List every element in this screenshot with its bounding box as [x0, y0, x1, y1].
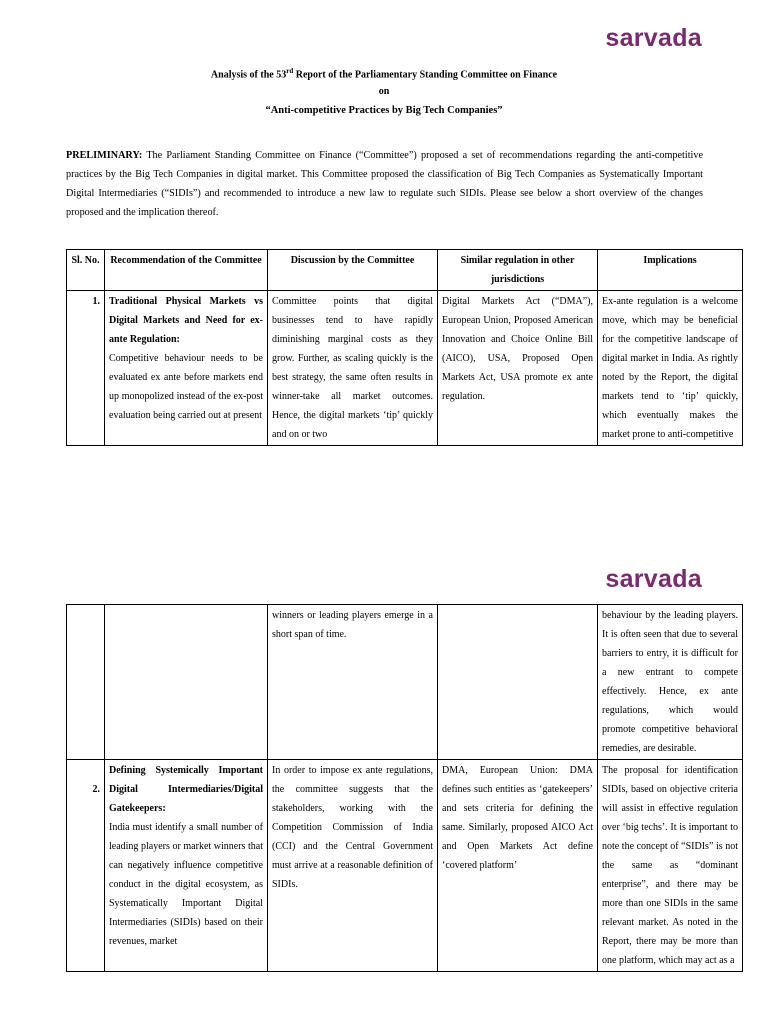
similar-cell [438, 605, 598, 760]
discussion-cell: Committee points that digital businesses tend to have rapidly diminishing marginal costs as they grow. Further, as scaling quickly is the best strategy, the same often results in winner-take all market outcomes. Hence, the digital markets ‘tip’ quickly and on or two [268, 291, 438, 446]
recommendation-cell [105, 605, 268, 760]
preliminary-text: The Parliament Standing Committee on Finance (“Committee”) proposed a set of recommendations regarding the anti-competitive practices by the Big Tech Companies in digital market. This Committee proposed the classification of Big Tech Companies as Systematically Important Digital Intermediaries (“SIDIs”) and recommended to introduce a new law to regulate such SIDIs. Please see below a short overview of the changes proposed and the implication thereof. [66, 150, 703, 218]
recommendations-table-continued [66, 604, 743, 972]
row-number [67, 605, 105, 760]
doc-title-line3: “Anti-competitive Practices by Big Tech Companies” [265, 105, 503, 116]
implications-cell: behaviour by the leading players. It is often seen that due to several barriers to entry, it is difficult for a new entrant to compete effectively. Hence, ex ante regulations, which would promote competitive behavioral remedies, are desirable. [598, 605, 743, 760]
header-sl: Sl. No. [67, 250, 105, 291]
header-similar: Similar regulation in other jurisdictions [438, 250, 598, 291]
preliminary-paragraph [66, 146, 703, 222]
similar-cell: Digital Markets Act (“DMA”), European Union, Proposed American Innovation and Choice Online Bill (AICO), USA, Proposed Open Markets Act, USA promote ex ante regulation. [438, 291, 598, 446]
header-discussion: Discussion by the Committee [268, 250, 438, 291]
discussion-cell: In order to impose ex ante regulations, the committee suggests that the stakeholders, working with the Competition Commission of India (CCI) and the Central Government must arrive at a reasonable definition of SIDIs. [268, 760, 438, 972]
implications-cell: The proposal for identification SIDIs, based on objective criteria will assist in effective regulation over ‘big techs’. It is important to note the concept of “SIDIs” is not the same as “dominant enterprise”, and there may be more than one SIDIs in the same relevant market. As noted in the Report, there may be more than one platform, which may act as a [598, 760, 743, 972]
row-number: 2. [67, 760, 105, 972]
table-row [67, 605, 743, 760]
table-row [67, 760, 743, 972]
recommendation-text: Competitive behaviour needs to be evaluated ex ante before markets end up monopolized instead of the ex-post evaluation being carried out at present [109, 353, 263, 421]
header-recommendation: Recommendation of the Committee [105, 250, 268, 291]
recommendation-title: Defining Systemically Important Digital Intermediaries/Digital Gatekeepers: [109, 765, 263, 814]
implications-cell: Ex-ante regulation is a welcome move, which may be beneficial for the competitive landscape of digital market in India. As rightly noted by the Report, the digital markets tend to ‘tip’ quickly, which eventually makes the market prone to anti-competitive [598, 291, 743, 446]
doc-title-line2: on [378, 86, 390, 97]
table-header-row [67, 250, 743, 291]
recommendation-cell [105, 760, 268, 972]
table-row [67, 291, 743, 446]
brand-logo: sarvada [605, 24, 702, 52]
recommendation-text: India must identify a small number of leading players or market winners that can negatively influence competitive conduct in the digital ecosystem, as Systematically Important Digital Intermediaries (SIDIs) based on their revenues, market [109, 822, 263, 947]
doc-title-line1: Analysis of the 53rd Report of the Parliamentary Standing Committee on Finance [210, 67, 558, 81]
recommendation-cell [105, 291, 268, 446]
similar-cell: DMA, European Union: DMA defines such entities as ‘gatekeepers’ and sets criteria for defining the same. Similarly, proposed AICO Act and Open Markets Act define ‘covered platform’ [438, 760, 598, 972]
preliminary-label: PRELIMINARY: [66, 150, 143, 161]
row-number: 1. [67, 291, 105, 446]
brand-logo-page2: sarvada [605, 565, 702, 593]
recommendation-title: Traditional Physical Markets vs Digital Markets and Need for ex-ante Regulation: [109, 296, 263, 345]
discussion-cell: winners or leading players emerge in a short span of time. [268, 605, 438, 760]
header-implications: Implications [598, 250, 743, 291]
recommendations-table [66, 249, 743, 446]
